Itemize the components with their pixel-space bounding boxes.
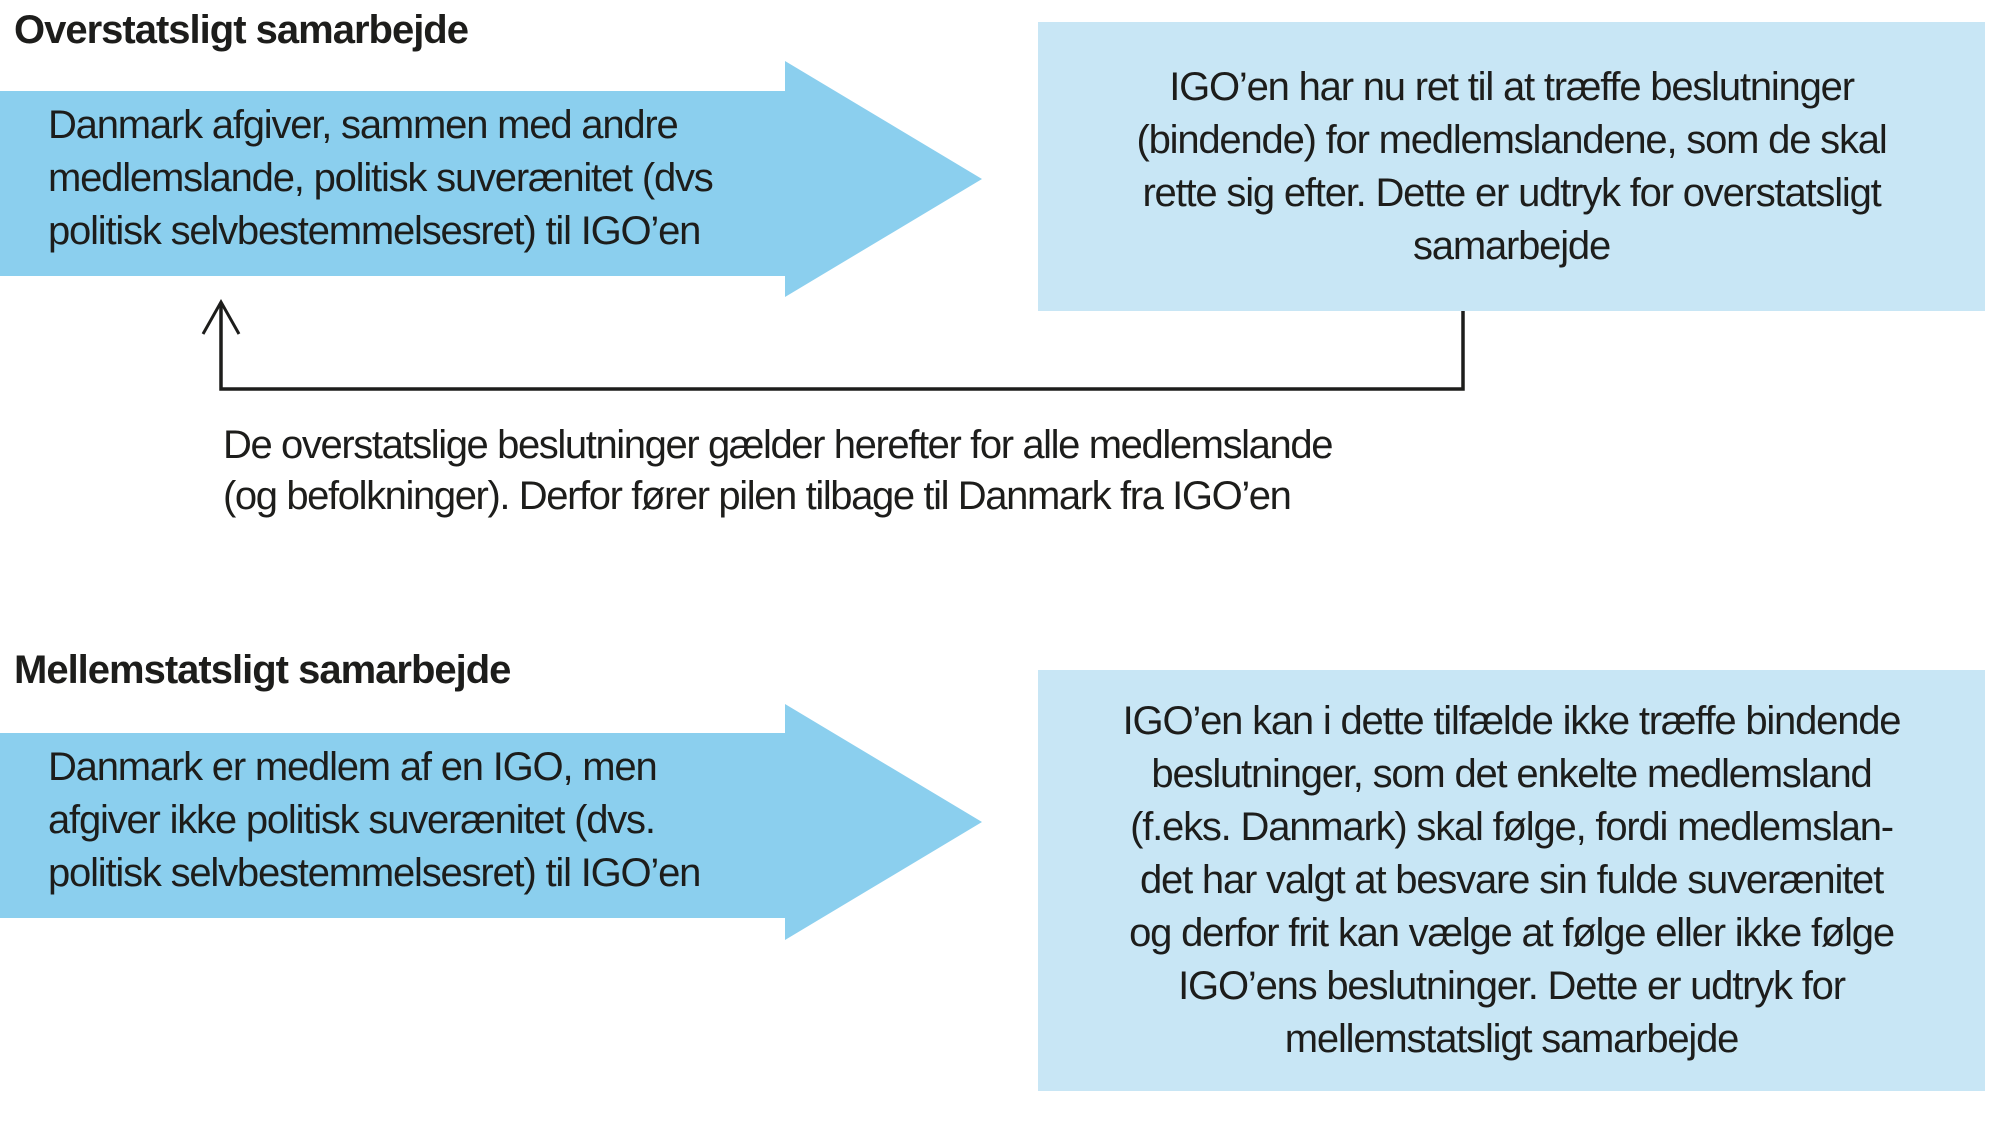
- box-text-line: (bindende) for medlemslandene, som de skal: [1136, 117, 1887, 162]
- section-title-mellemstatsligt: Mellemstatsligt samarbejde: [14, 648, 511, 692]
- caption-line: De overstatslige beslutninger gælder herefter for alle medlemslande: [223, 423, 1333, 467]
- arrow-text-line: politisk selvbestemmelsesret) til IGO’en: [48, 851, 701, 895]
- arrow-text-line: politisk selvbestemmelsesret) til IGO’en: [48, 209, 701, 253]
- caption-line: (og befolkninger). Derfor fører pilen tilbage til Danmark fra IGO’en: [223, 474, 1291, 518]
- arrow-text-line: medlemslande, politisk suverænitet (dvs: [48, 156, 713, 200]
- arrow-text-line: Danmark afgiver, sammen med andre: [48, 103, 678, 147]
- box-text-line: IGO’en kan i dette tilfælde ikke træffe bindende: [1122, 699, 1901, 743]
- feedback-caption: [223, 420, 1332, 522]
- box-text-line: rette sig efter. Dette er udtryk for overstatsligt: [1142, 170, 1881, 215]
- section-title-overstatsligt: Overstatsligt samarbejde: [14, 8, 468, 52]
- box-text-line: det har valgt at besvare sin fulde suverænitet: [1139, 858, 1884, 902]
- arrow-text-line: afgiver ikke politisk suverænitet (dvs.: [48, 798, 655, 842]
- arrow-shape-mellemstatsligt: [0, 704, 985, 940]
- box-text-line: IGO’ens beslutninger. Dette er udtryk for: [1178, 964, 1845, 1008]
- feedback-connector-arrow: [0, 0, 2000, 420]
- box-text-line: mellemstatsligt samarbejde: [1284, 1017, 1739, 1061]
- box-text-line: beslutninger, som det enkelte medlemsland: [1151, 752, 1872, 796]
- box-text-line: IGO’en har nu ret til at træffe beslutninger: [1169, 64, 1854, 109]
- arrow-text-line: Danmark er medlem af en IGO, men: [48, 745, 657, 789]
- box-text-line: samarbejde: [1412, 223, 1610, 268]
- result-box-mellemstatsligt: [1038, 670, 1985, 1091]
- arrow-text-mellemstatsligt: [48, 741, 700, 900]
- box-text-line: (f.eks. Danmark) skal følge, fordi medlemslan-: [1130, 805, 1893, 849]
- box-text-line: og derfor frit kan vælge at følge eller ikke følge: [1129, 911, 1894, 955]
